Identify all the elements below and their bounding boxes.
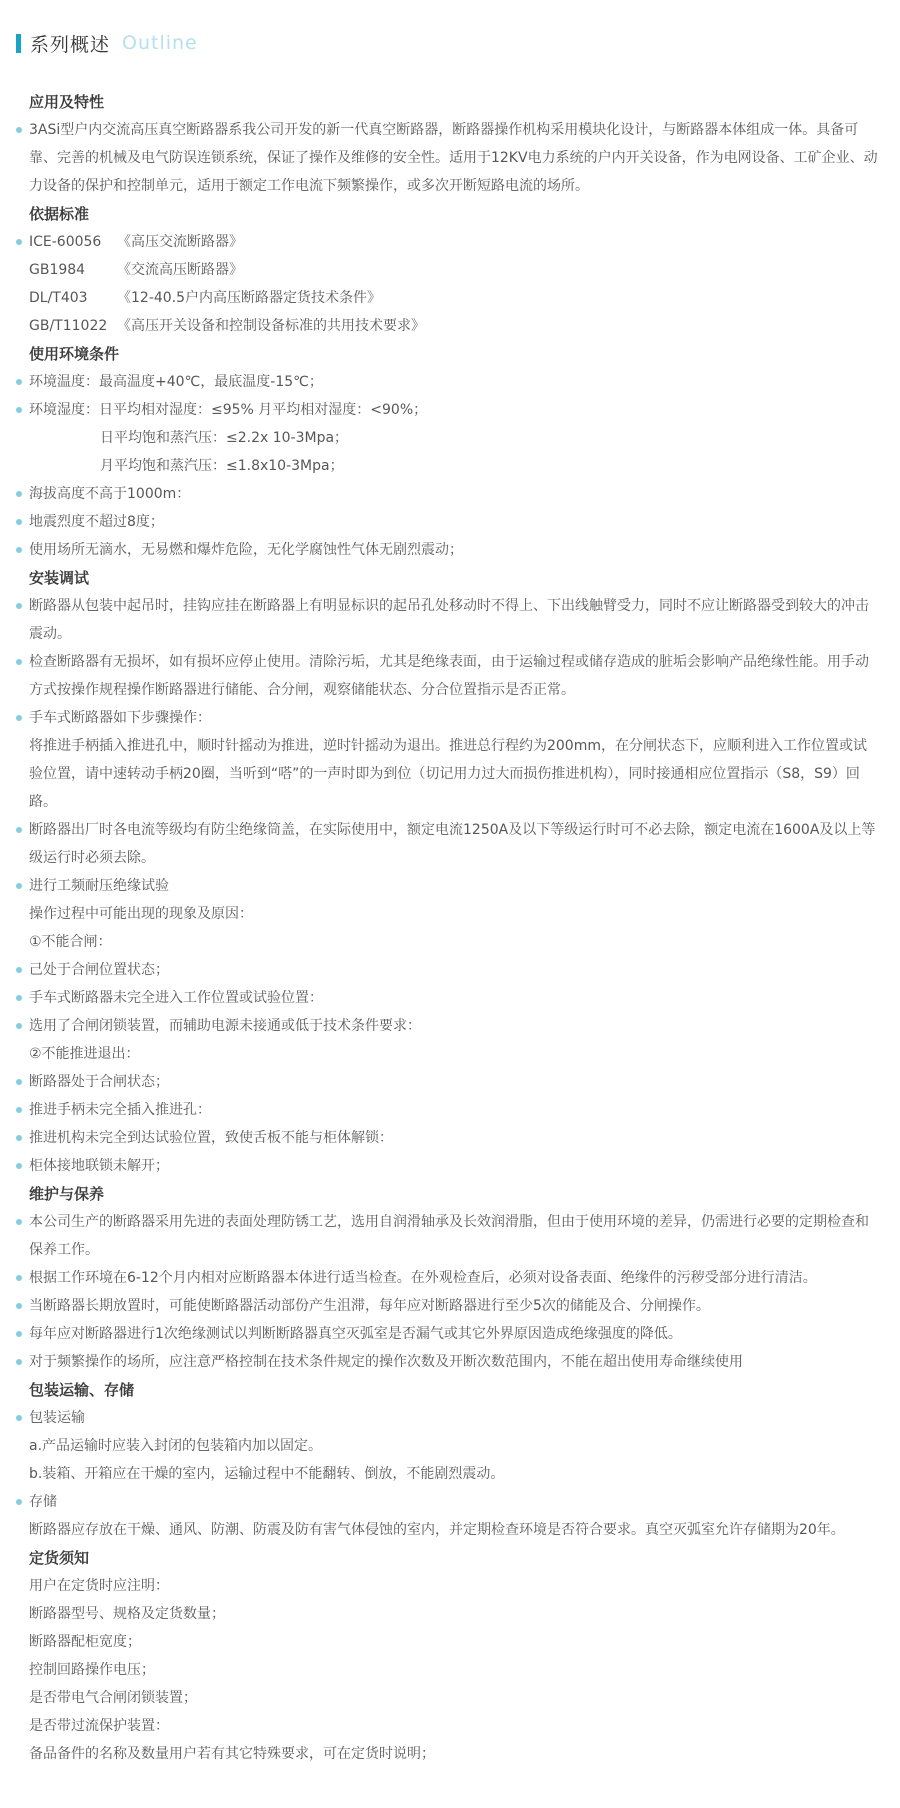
bullet-icon (16, 407, 22, 413)
standard-code: GB1984 (29, 262, 86, 278)
list-item (29, 900, 878, 928)
item-text: 断路器应存放在干燥、通风、防潮、防震及防有害气体侵蚀的室内，并定期检查环境是否符合要求。真空灭弧室允许存储期为20年。 (29, 1522, 845, 1538)
item-text: ②不能推进退出： (29, 1046, 140, 1062)
item-text: 手车式断路器未完全进入工作位置或试验位置： (29, 990, 323, 1006)
list-item (29, 1348, 878, 1376)
list-item (29, 1012, 878, 1040)
bullet-icon (16, 995, 22, 1001)
item-text: 环境湿度：日平均相对湿度：≤95% 月平均相对湿度：<90%； (29, 402, 428, 418)
bullet-icon (16, 715, 22, 721)
list-item (29, 732, 878, 816)
item-text: 检查断路器有无损坏，如有损坏应停止使用。清除污垢，尤其是绝缘表面，由于运输过程或储存造成的脏垢会影响产品绝缘性能。用手动方式按操作规程操作断路器进行储能、合分闸，观察储能状态、分合位置指示是否正常。 (29, 654, 869, 698)
list-item (29, 816, 878, 872)
bullet-icon (16, 1107, 22, 1113)
section-heading: 安装调试 (29, 569, 90, 587)
item-text: 使用场所无滴水，无易燃和爆炸危险，无化学腐蚀性气体无剧烈震动； (29, 542, 463, 558)
list-item (29, 480, 878, 508)
item-text: 断路器处于合闸状态； (29, 1074, 169, 1090)
section-heading: 定货须知 (29, 1549, 90, 1567)
list-item (29, 1208, 878, 1264)
section-heading: 维护与保养 (29, 1185, 105, 1203)
page-title-zh: 系列概述 (30, 33, 111, 56)
bullet-icon (16, 659, 22, 665)
page-title (16, 30, 878, 56)
item-text: 进行工频耐压绝缘试验 (29, 878, 169, 894)
item-text: 断路器出厂时各电流等级均有防尘绝缘筒盖，在实际使用中，额定电流1250A及以下等级运行时可不必去除，额定电流在1600A及以上等级运行时必须去除。 (29, 822, 876, 866)
list-item (29, 1572, 878, 1600)
list-item (29, 592, 878, 648)
item-text: 环境温度：最高温度+40℃，最底温度-15℃； (29, 374, 323, 390)
item-text: 每年应对断路器进行1次绝缘测试以判断断路器真空灭弧室是否漏气或其它外界原因造成绝缘强度的降低。 (29, 1326, 682, 1342)
bullet-icon (16, 379, 22, 385)
item-text: 对于频繁操作的场所，应注意严格控制在技术条件规定的操作次数及开断次数范围内，不能在超出使用寿命继续使用 (29, 1354, 743, 1370)
item-text: 手车式断路器如下步骤操作： (29, 710, 211, 726)
list-item (29, 1684, 878, 1712)
bullet-icon (16, 239, 22, 245)
list-item (29, 1600, 878, 1628)
item-text: 《12-40.5户内高压断路器定货技术条件》 (117, 290, 382, 306)
list-item (29, 508, 878, 536)
list-item (29, 1740, 878, 1768)
list-item (29, 1628, 878, 1656)
list-item (29, 1152, 878, 1180)
list-item (29, 228, 878, 256)
list-item (29, 1124, 878, 1152)
section-environment-conditions (29, 340, 878, 564)
item-text: 己处于合闸位置状态； (29, 962, 169, 978)
bullet-icon (16, 1415, 22, 1421)
bullet-icon (16, 1219, 22, 1225)
section-ordering-notes (29, 1544, 878, 1768)
section-heading: 包装运输、存储 (29, 1381, 135, 1399)
section-heading: 依据标准 (29, 205, 90, 223)
bullet-icon (16, 1331, 22, 1337)
item-text: 断路器从包装中起吊时，挂钩应挂在断路器上有明显标识的起吊孔处移动时不得上、下出线触臂受力，同时不应让断路器受到较大的冲击震动。 (29, 598, 869, 642)
list-item (29, 536, 878, 564)
item-text: 选用了合闸闭锁装置，而辅助电源未接通或低于技术条件要求： (29, 1018, 421, 1034)
section-heading: 使用环境条件 (29, 345, 120, 363)
section-installation-commissioning (29, 564, 878, 1180)
list-item (29, 956, 878, 984)
list-item (29, 1516, 878, 1544)
bullet-icon (16, 883, 22, 889)
item-text: 是否带过流保护装置： (29, 1718, 169, 1734)
item-text: 是否带电气合闸闭锁装置； (29, 1690, 197, 1706)
bullet-icon (16, 1359, 22, 1365)
list-item (29, 1292, 878, 1320)
list-item (29, 1712, 878, 1740)
section-application-features (29, 88, 878, 200)
list-item (29, 368, 878, 396)
list-item (29, 1432, 878, 1460)
bullet-icon (16, 827, 22, 833)
page-title-en: Outline (122, 32, 198, 54)
item-text: 推进手柄未完全插入推进孔： (29, 1102, 211, 1118)
list-item (29, 424, 878, 452)
bullet-icon (16, 519, 22, 525)
list-item (29, 1460, 878, 1488)
item-text: 当断路器长期放置时，可能使断路器活动部份产生沮滞，每年应对断路器进行至少5次的储能及合、分闸操作。 (29, 1298, 710, 1314)
bullet-icon (16, 1275, 22, 1281)
list-item (29, 1040, 878, 1068)
item-text: 存储 (29, 1494, 57, 1510)
list-item (29, 256, 878, 284)
bullet-icon (16, 1163, 22, 1169)
list-item (29, 704, 878, 732)
item-text: 《高压开关设备和控制设备标准的共用技术要求》 (117, 318, 425, 334)
list-item (29, 928, 878, 956)
item-text: b.装箱、开箱应在干燥的室内，运输过程中不能翻转、倒放，不能剧烈震动。 (29, 1466, 505, 1482)
standard-code: ICE-60056 (29, 234, 102, 250)
item-text: 用户在定货时应注明： (29, 1578, 169, 1594)
list-item (29, 872, 878, 900)
bullet-icon (16, 547, 22, 553)
list-item (29, 312, 878, 340)
section-heading: 应用及特性 (29, 93, 105, 111)
item-text: a.产品运输时应装入封闭的包装箱内加以固定。 (29, 1438, 323, 1454)
item-text: 备品备件的名称及数量用户若有其它特殊要求，可在定货时说明； (29, 1746, 435, 1762)
item-text: 本公司生产的断路器采用先进的表面处理防锈工艺，选用自润滑轴承及长效润滑脂，但由于使用环境的差异，仍需进行必要的定期检查和保养工作。 (29, 1214, 869, 1258)
bullet-icon (16, 1023, 22, 1029)
bullet-icon (16, 967, 22, 973)
item-text: 包装运输 (29, 1410, 85, 1426)
list-item (29, 648, 878, 704)
item-text: 操作过程中可能出现的现象及原因： (29, 906, 253, 922)
item-text: 断路器型号、规格及定货数量； (29, 1606, 225, 1622)
bullet-icon (16, 1499, 22, 1505)
list-item (29, 284, 878, 312)
content (29, 88, 878, 1768)
item-text: 日平均饱和蒸汽压：≤2.2x 10-3Mpa； (100, 430, 349, 446)
item-text: 根据工作环境在6-12个月内相对应断路器本体进行适当检查。在外观检查后，必须对设备表面、绝缘件的污秽受部分进行清洁。 (29, 1270, 817, 1286)
section-packing-storage (29, 1376, 878, 1544)
bullet-icon (16, 1079, 22, 1085)
item-text: 月平均饱和蒸汽压：≤1.8x10-3Mpa； (100, 458, 344, 474)
item-text: 柜体接地联锁未解开； (29, 1158, 169, 1174)
list-item (29, 1264, 878, 1292)
section-standards (29, 200, 878, 340)
bullet-icon (16, 127, 22, 133)
list-item (29, 1096, 878, 1124)
item-text: 将推进手柄插入推进孔中，顺时针摇动为推进，逆时针摇动为退出。推进总行程约为200mm，在分闸状态下，应顺利进入工作位置或试验位置，请中速转动手柄20圈，当听到“嗒”的一声时即为到位（切记用力过大而损伤推进机构），同时接通相应位置指示（S8，S9）回路。 (29, 738, 867, 810)
list-item (29, 396, 878, 424)
item-text: 3ASi型户内交流高压真空断路器系我公司开发的新一代真空断路器，断路器操作机构采用模块化设计，与断路器本体组成一体。具备可靠、完善的机械及电气防误连锁系统，保证了操作及维修的安全性。适用于12KV电力系统的户内开关设备，作为电网设备、工矿企业、动力设备的保护和控制单元，适用于额定工作电流下频繁操作，或多次开断短路电流的场所。 (29, 122, 878, 194)
list-item (29, 1656, 878, 1684)
section-maintenance (29, 1180, 878, 1376)
bullet-icon (16, 1303, 22, 1309)
standard-code: GB/T11022 (29, 318, 108, 334)
list-item (29, 1068, 878, 1096)
list-item (29, 116, 878, 200)
item-text: 推进机构未完全到达试验位置，致使舌板不能与柜体解锁： (29, 1130, 393, 1146)
item-text: 海拔高度不高于1000m： (29, 486, 191, 502)
item-text: 断路器配柜宽度； (29, 1634, 141, 1650)
list-item (29, 1404, 878, 1432)
list-item (29, 984, 878, 1012)
title-accent-bar-icon (16, 34, 21, 53)
list-item (29, 1320, 878, 1348)
bullet-icon (16, 1135, 22, 1141)
item-text: 控制回路操作电压； (29, 1662, 155, 1678)
bullet-icon (16, 491, 22, 497)
standard-code: DL/T403 (29, 290, 88, 306)
list-item (29, 452, 878, 480)
item-text: 地震烈度不超过8度； (29, 514, 164, 530)
item-text: 《交流高压断路器》 (117, 262, 243, 278)
bullet-icon (16, 603, 22, 609)
item-text: ①不能合闸： (29, 934, 112, 950)
item-text: 《高压交流断路器》 (117, 234, 243, 250)
list-item (29, 1488, 878, 1516)
